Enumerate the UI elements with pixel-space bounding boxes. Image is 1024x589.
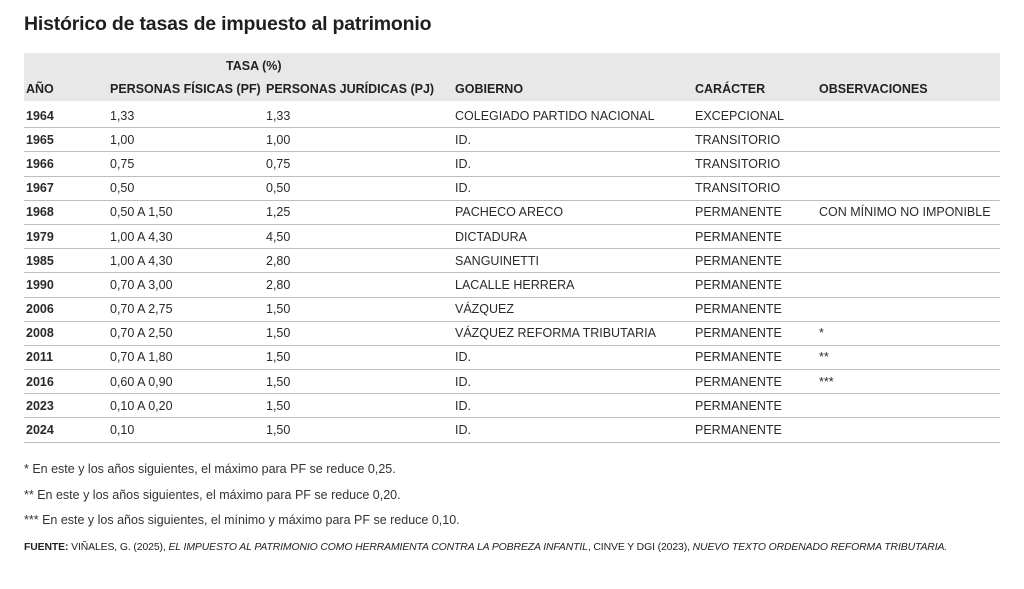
observations-cell: ** [819, 345, 1000, 369]
character-cell: PERMANENTE [695, 200, 819, 224]
pj-rate-cell: 1,50 [266, 394, 455, 418]
character-cell: PERMANENTE [695, 418, 819, 442]
character-cell: PERMANENTE [695, 345, 819, 369]
government-cell: PACHECO ARECO [455, 200, 695, 224]
government-cell: ID. [455, 152, 695, 176]
pf-rate-cell: 1,00 [110, 128, 266, 152]
character-cell: EXCEPCIONAL [695, 104, 819, 128]
pj-rate-cell: 1,50 [266, 345, 455, 369]
observations-cell: CON MÍNIMO NO IMPONIBLE [819, 200, 1000, 224]
observations-cell [819, 176, 1000, 200]
table-header [24, 53, 1000, 101]
government-cell: ID. [455, 394, 695, 418]
pf-rate-cell: 1,33 [110, 104, 266, 128]
source-title-1: EL IMPUESTO AL PATRIMONIO COMO HERRAMIENTA CONTRA LA POBREZA INFANTIL [168, 542, 588, 553]
character-cell: PERMANENTE [695, 297, 819, 321]
table-row [24, 104, 1000, 128]
observations-cell: *** [819, 370, 1000, 394]
character-cell: PERMANENTE [695, 370, 819, 394]
observations-cell [819, 418, 1000, 442]
year-cell: 2024 [24, 418, 110, 442]
observations-cell [819, 273, 1000, 297]
year-cell: 1990 [24, 273, 110, 297]
source-line [24, 542, 1009, 553]
pj-rate-cell: 1,33 [266, 104, 455, 128]
pf-rate-cell: 0,75 [110, 152, 266, 176]
year-cell: 1985 [24, 249, 110, 273]
table-row [24, 128, 1000, 152]
observations-cell [819, 297, 1000, 321]
footnote: *** En este y los años siguientes, el mínimo y máximo para PF se reduce 0,10. [24, 513, 460, 527]
table-row [24, 394, 1000, 418]
government-cell: ID. [455, 128, 695, 152]
footnote: * En este y los años siguientes, el máximo para PF se reduce 0,25. [24, 462, 396, 476]
column-header-year: AÑO [26, 82, 54, 96]
column-header-pj: PERSONAS JURÍDICAS (PJ) [266, 82, 435, 96]
footnotes [24, 460, 460, 537]
page-title: Histórico de tasas de impuesto al patrimonio [24, 13, 432, 35]
pf-rate-cell: 0,10 [110, 418, 266, 442]
year-cell: 2011 [24, 345, 110, 369]
pf-rate-cell: 0,70 A 1,80 [110, 345, 266, 369]
character-cell: PERMANENTE [695, 321, 819, 345]
year-cell: 2006 [24, 297, 110, 321]
table-body [24, 104, 1000, 442]
table-row [24, 297, 1000, 321]
pf-rate-cell: 0,10 A 0,20 [110, 394, 266, 418]
year-cell: 1966 [24, 152, 110, 176]
observations-cell [819, 224, 1000, 248]
column-header-pf: PERSONAS FÍSICAS (PF) [110, 82, 261, 96]
column-header-government: GOBIERNO [455, 82, 524, 96]
observations-cell [819, 128, 1000, 152]
pf-rate-cell: 1,00 A 4,30 [110, 249, 266, 273]
table-row [24, 370, 1000, 394]
pj-rate-cell: 2,80 [266, 273, 455, 297]
character-cell: TRANSITORIO [695, 152, 819, 176]
table-row [24, 176, 1000, 200]
character-cell: PERMANENTE [695, 273, 819, 297]
pj-rate-cell: 2,80 [266, 249, 455, 273]
pj-rate-cell: 1,50 [266, 321, 455, 345]
pj-rate-cell: 0,50 [266, 176, 455, 200]
year-cell: 1968 [24, 200, 110, 224]
pf-rate-cell: 0,50 [110, 176, 266, 200]
observations-cell [819, 152, 1000, 176]
pj-rate-cell: 1,50 [266, 370, 455, 394]
pj-rate-cell: 1,00 [266, 128, 455, 152]
pf-rate-cell: 0,70 A 2,50 [110, 321, 266, 345]
character-cell: TRANSITORIO [695, 176, 819, 200]
pf-rate-cell: 0,50 A 1,50 [110, 200, 266, 224]
pf-rate-cell: 0,70 A 2,75 [110, 297, 266, 321]
table-row [24, 273, 1000, 297]
source-text: , CINVE Y DGI (2023), [587, 542, 693, 553]
pj-rate-cell: 0,75 [266, 152, 455, 176]
column-header-character: CARÁCTER [695, 82, 766, 96]
year-cell: 1967 [24, 176, 110, 200]
year-cell: 2008 [24, 321, 110, 345]
column-header-observations: OBSERVACIONES [819, 82, 928, 96]
pf-rate-cell: 1,00 A 4,30 [110, 224, 266, 248]
pj-rate-cell: 4,50 [266, 224, 455, 248]
observations-cell: * [819, 321, 1000, 345]
government-cell: ID. [455, 370, 695, 394]
government-cell: ID. [455, 176, 695, 200]
pf-rate-cell: 0,70 A 3,00 [110, 273, 266, 297]
year-cell: 2016 [24, 370, 110, 394]
source-label: FUENTE: [24, 542, 69, 553]
tax-rates-table [24, 104, 1000, 443]
observations-cell [819, 104, 1000, 128]
government-cell: DICTADURA [455, 224, 695, 248]
government-cell: VÁZQUEZ [455, 297, 695, 321]
year-cell: 1979 [24, 224, 110, 248]
year-cell: 1965 [24, 128, 110, 152]
observations-cell [819, 249, 1000, 273]
table-row [24, 345, 1000, 369]
pj-rate-cell: 1,25 [266, 200, 455, 224]
footnote: ** En este y los años siguientes, el máximo para PF se reduce 0,20. [24, 487, 401, 502]
table-row [24, 224, 1000, 248]
table-row [24, 249, 1000, 273]
table-row [24, 200, 1000, 224]
character-cell: PERMANENTE [695, 394, 819, 418]
pj-rate-cell: 1,50 [266, 418, 455, 442]
observations-cell [819, 394, 1000, 418]
pj-rate-cell: 1,50 [266, 297, 455, 321]
year-cell: 1964 [24, 104, 110, 128]
character-cell: PERMANENTE [695, 224, 819, 248]
table-row [24, 418, 1000, 442]
government-cell: ID. [455, 345, 695, 369]
rate-group-header: TASA (%) [226, 59, 282, 73]
table-row [24, 152, 1000, 176]
government-cell: LACALLE HERRERA [455, 273, 695, 297]
character-cell: TRANSITORIO [695, 128, 819, 152]
government-cell: VÁZQUEZ REFORMA TRIBUTARIA [455, 321, 695, 345]
pf-rate-cell: 0,60 A 0,90 [110, 370, 266, 394]
government-cell: ID. [455, 418, 695, 442]
source-title-2: NUEVO TEXTO ORDENADO REFORMA TRIBUTARIA. [692, 542, 948, 553]
government-cell: SANGUINETTI [455, 249, 695, 273]
table-row [24, 321, 1000, 345]
government-cell: COLEGIADO PARTIDO NACIONAL [455, 104, 695, 128]
character-cell: PERMANENTE [695, 249, 819, 273]
year-cell: 2023 [24, 394, 110, 418]
source-text: VIÑALES, G. (2025), [68, 542, 169, 553]
